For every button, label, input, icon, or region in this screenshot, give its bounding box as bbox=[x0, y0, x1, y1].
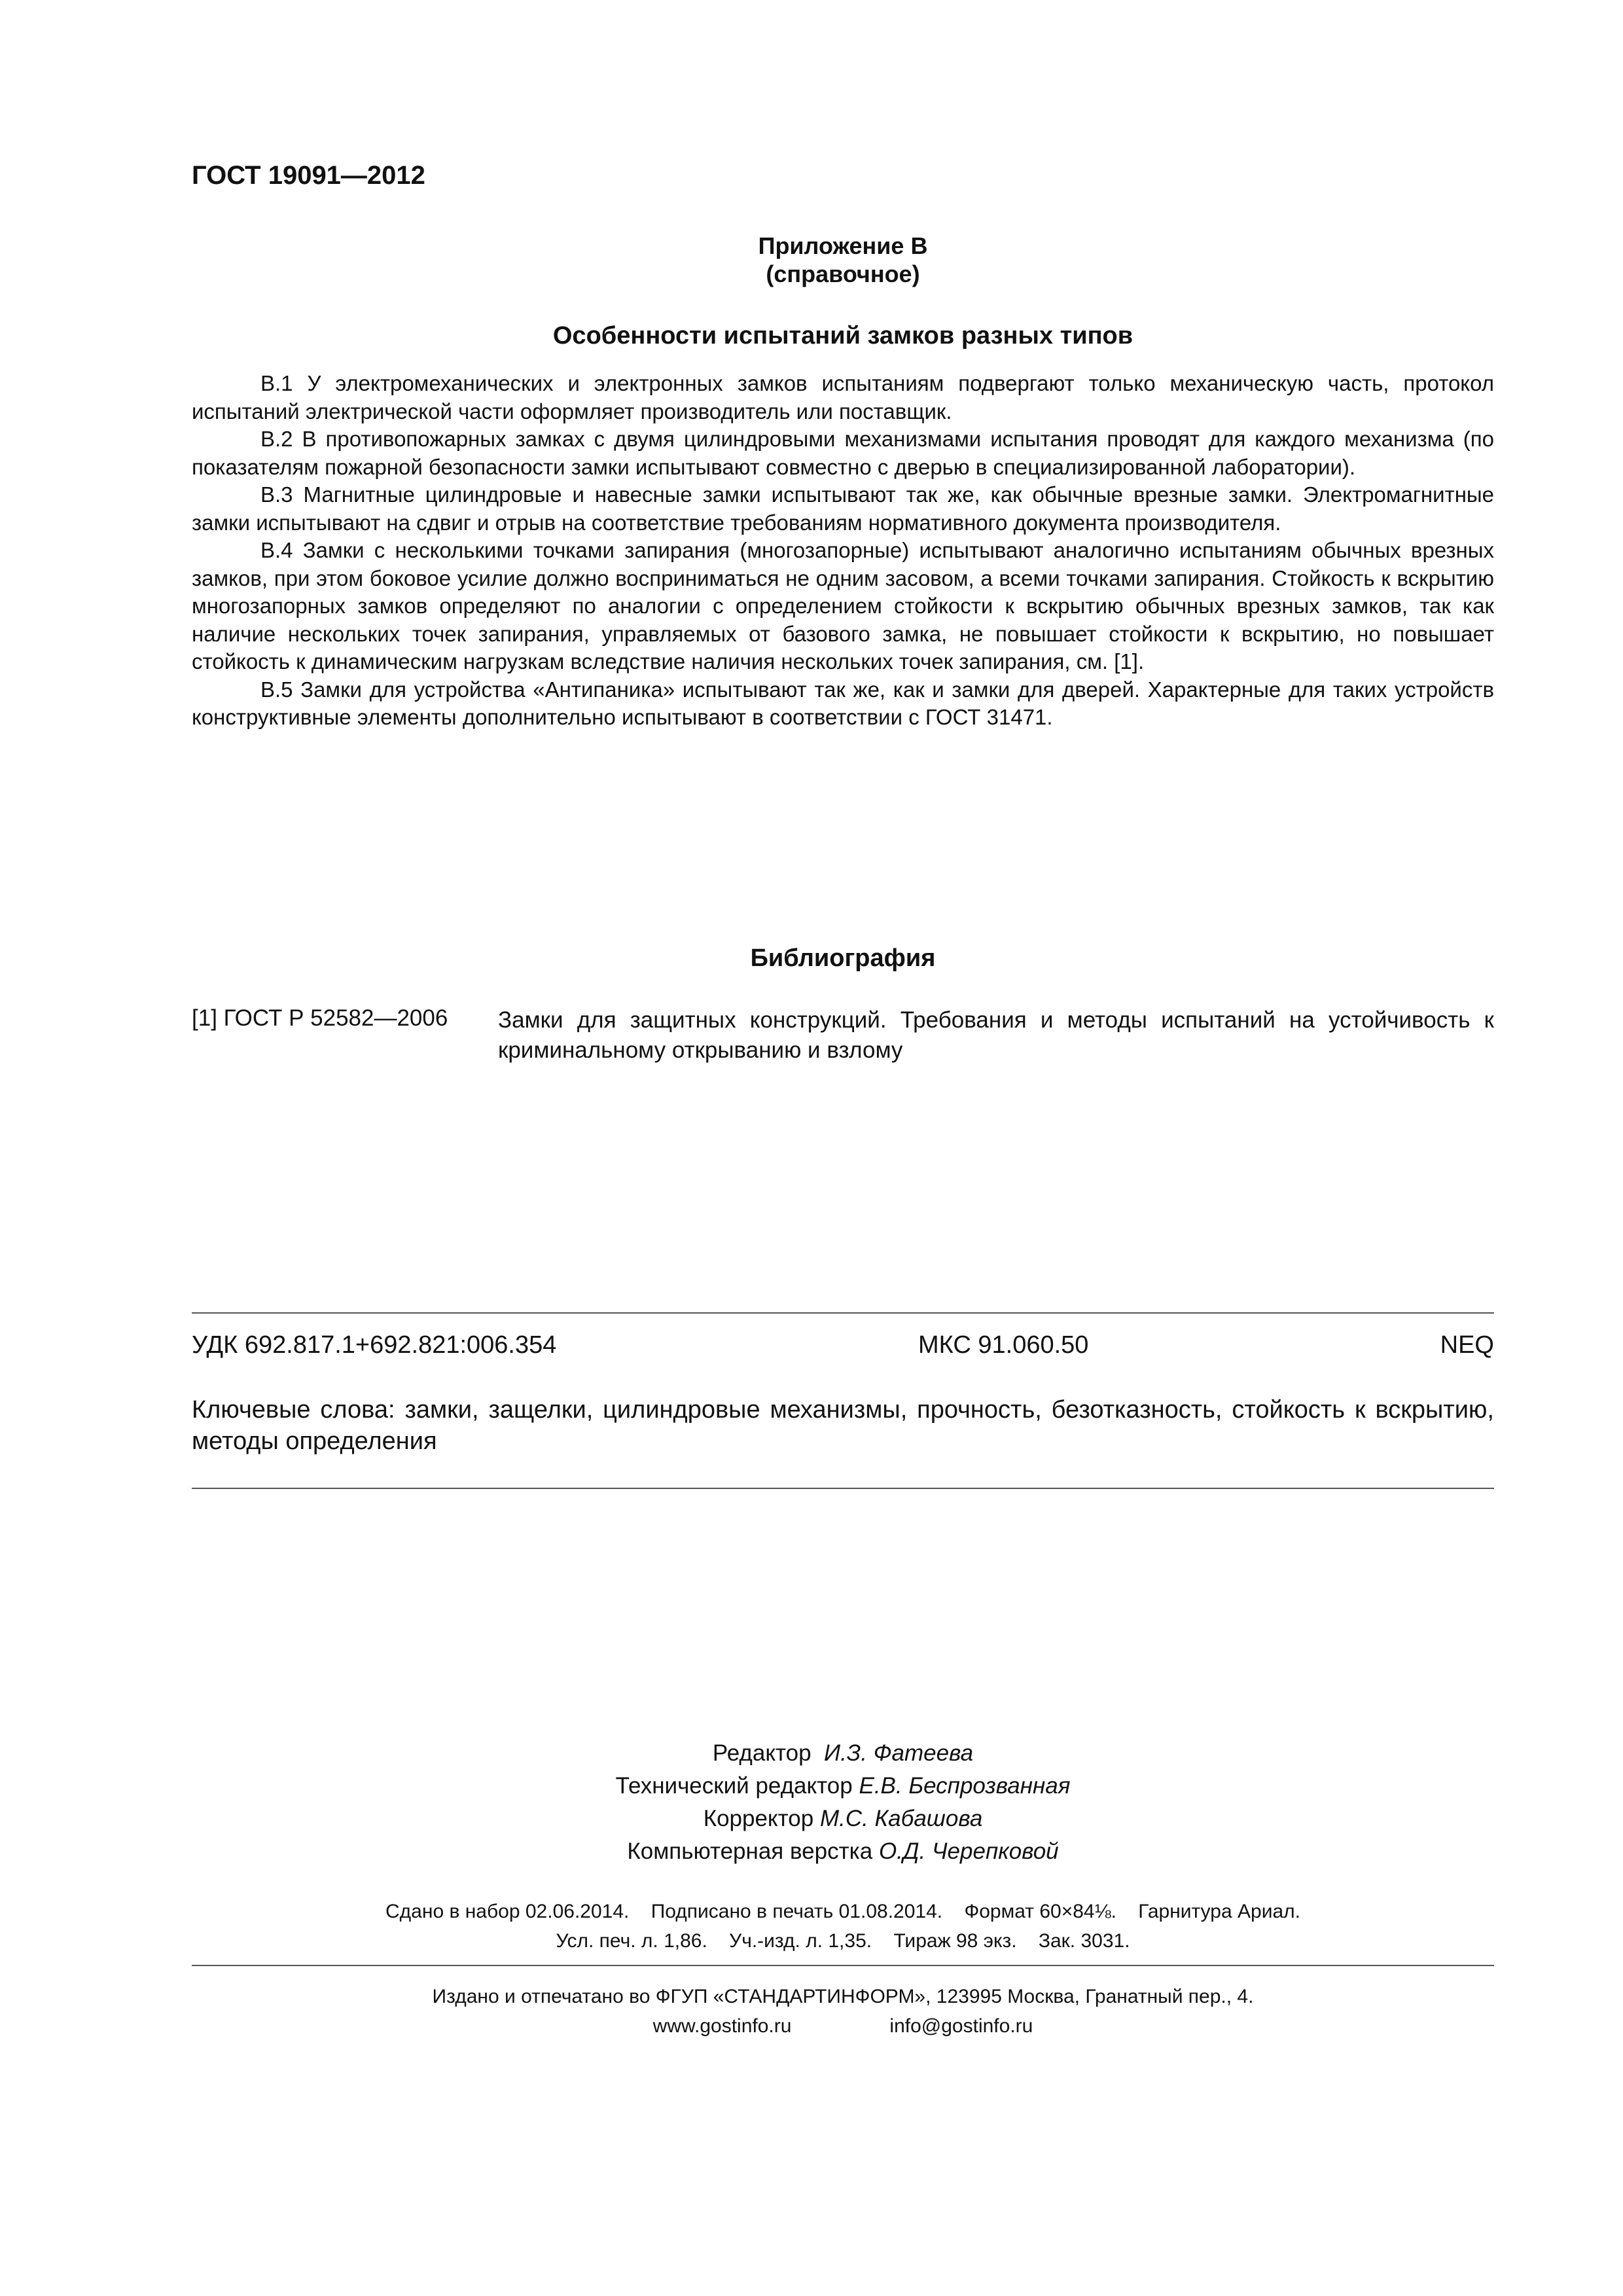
appendix-title: Приложение В bbox=[758, 232, 928, 259]
credit-role: Компьютерная верстка bbox=[627, 1839, 873, 1864]
document-number: ГОСТ 19091—2012 bbox=[192, 161, 425, 190]
credit-tech-editor bbox=[192, 1770, 1494, 1803]
divider-top bbox=[192, 1312, 1494, 1314]
publisher-contacts bbox=[192, 2013, 1494, 2040]
print-info-line2: Усл. печ. л. 1,86. Уч.-изд. л. 1,35. Тираж 98 экз. Зак. 3031. bbox=[556, 1930, 1130, 1952]
udk-code: УДК 692.817.1+692.821:006.354 bbox=[192, 1331, 557, 1359]
keywords: Ключевые слова: замки, защелки, цилиндровые механизмы, прочность, безотказность, стойкость к вскрытию, методы определения bbox=[192, 1396, 1494, 1455]
publisher-website[interactable]: www.gostinfo.ru bbox=[652, 2015, 792, 2037]
credit-name: О.Д. Черепковой bbox=[878, 1839, 1059, 1864]
paragraph-b4: В.4 Замки с несколькими точками запирания (многозапорные) испытывают аналогично испытаниям обычных врезных замков, при этом боковое усилие должно восприниматься не одним засовом, а всеми точками запирания. Стойкость к вскрытию многозапорных замков определяют по аналогии с определением стойкости к вскрытию обычных врезных замков, так как наличие нескольких точек запирания, управляемых от базового замка, не повышает стойкости к вскрытию, но повышает стойкость к динамическим нагрузкам вследствие наличия нескольких точек запирания, см. [1]. bbox=[192, 538, 1494, 673]
section-title: Особенности испытаний замков разных типов bbox=[552, 322, 1133, 350]
credits-block bbox=[192, 1737, 1494, 1868]
credit-layout bbox=[192, 1835, 1494, 1868]
credit-role: Корректор bbox=[703, 1806, 814, 1831]
print-info-line1: Сдано в набор 02.06.2014. Подписано в печать 01.08.2014. Формат 60×84⅛. Гарнитура Ариал. bbox=[385, 1901, 1300, 1922]
appendix-subtitle: (справочное) bbox=[766, 260, 920, 287]
paragraph-b5: В.5 Замки для устройства «Антипаника» испытывают так же, как и замки для дверей. Характерные для таких устройств конструктивные элементы дополнительно испытывают в соответствии с ГОСТ 31471. bbox=[192, 677, 1494, 729]
publisher-email[interactable]: info@gostinfo.ru bbox=[889, 2015, 1033, 2037]
credit-name: И.З. Фатеева bbox=[824, 1740, 974, 1766]
credit-name: Е.В. Беспрозванная bbox=[859, 1773, 1071, 1799]
credit-role: Редактор bbox=[712, 1740, 812, 1766]
neq-label: NEQ bbox=[1440, 1331, 1494, 1359]
mks-code: МКС 91.060.50 bbox=[918, 1331, 1089, 1359]
paragraph-b3: В.3 Магнитные цилиндровые и навесные замки испытывают так же, как обычные врезные замки. Электромагнитные замки испытывают на сдвиг и отрыв на соответствие требованиям нормативного документа производителя. bbox=[192, 482, 1494, 535]
bibliography-entry-text: Замки для защитных конструкций. Требования и методы испытаний на устойчивость к криминальному открыванию и взлому bbox=[498, 1007, 1494, 1063]
credit-role: Технический редактор bbox=[615, 1773, 853, 1799]
credit-corrector bbox=[192, 1803, 1494, 1835]
divider-publisher bbox=[192, 1965, 1494, 1966]
credit-name: М.С. Кабашова bbox=[819, 1806, 983, 1831]
publisher-line: Издано и отпечатано во ФГУП «СТАНДАРТИНФОРМ», 123995 Москва, Гранатный пер., 4. bbox=[432, 1986, 1254, 2007]
appendix-body bbox=[192, 370, 1494, 732]
paragraph-b2: В.2 В противопожарных замках с двумя цилиндровыми механизмами испытания проводят для каждого механизма (по показателям пожарной безопасности замки испытывают совместно с дверью в специализированной лаборатории). bbox=[192, 427, 1494, 479]
bibliography-title: Библиография bbox=[750, 944, 936, 972]
divider-bottom bbox=[192, 1488, 1494, 1489]
bibliography-entry-ref: [1] ГОСТ Р 52582—2006 bbox=[192, 1005, 448, 1031]
credit-editor bbox=[192, 1737, 1494, 1770]
paragraph-b1: В.1 У электромеханических и электронных замков испытаниям подвергают только механическую часть, протокол испытаний электрической части оформляет производитель или поставщик. bbox=[192, 371, 1494, 423]
